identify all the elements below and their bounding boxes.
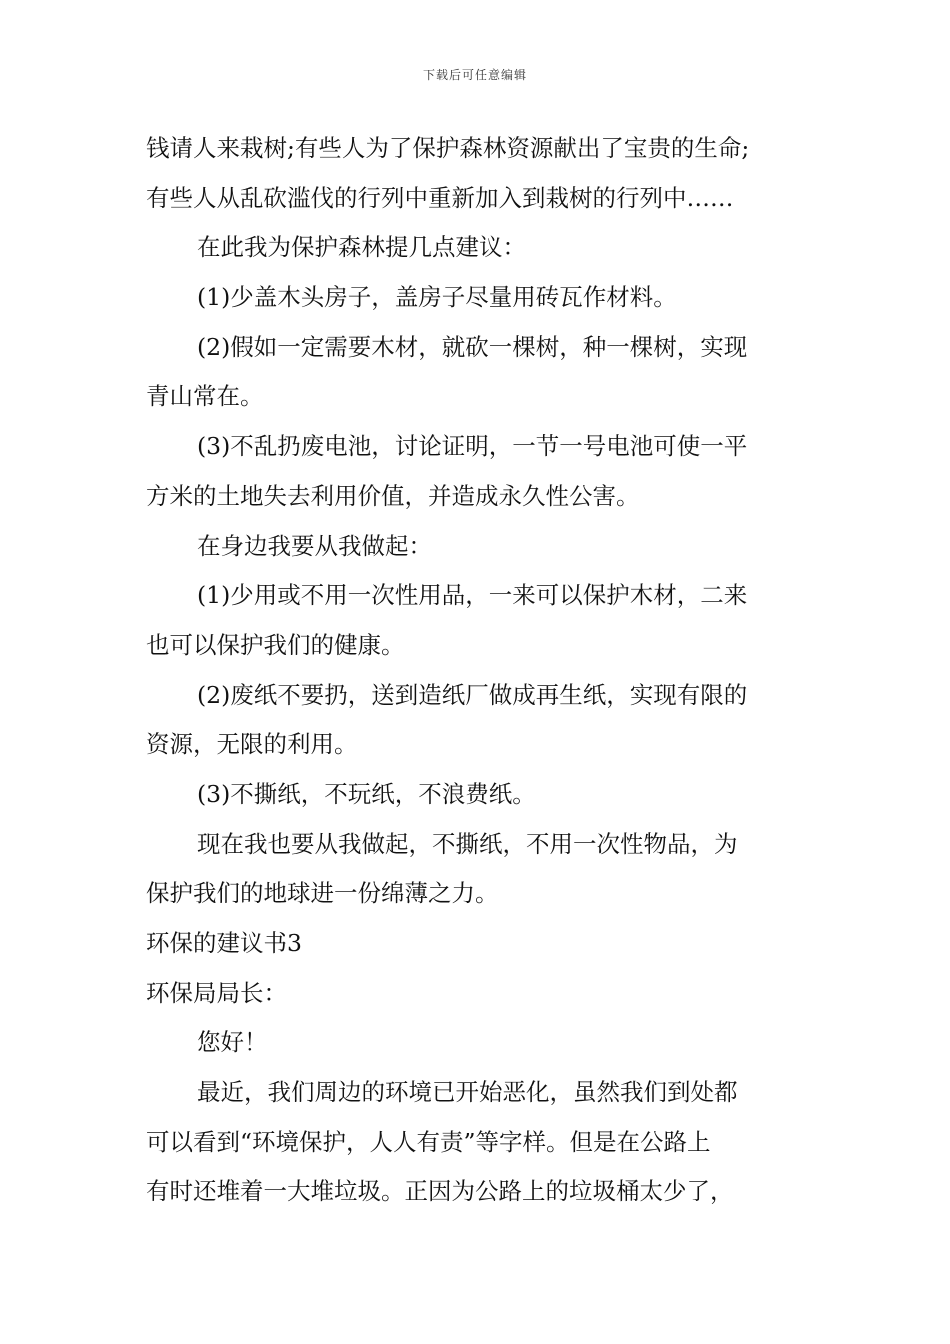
- text-line: 在身边我要从我做起：: [197, 531, 432, 560]
- text-line: 青山常在。: [146, 382, 264, 411]
- text-line: 资源，无限的利用。: [146, 730, 358, 759]
- text-line: 保护我们的地球进一份绵薄之力。: [146, 879, 499, 908]
- text-line: (2)假如一定需要木材，就砍一棵树，种一棵树，实现: [197, 332, 748, 361]
- greeting: 您好！: [197, 1028, 268, 1057]
- text-line: (1)少盖木头房子，盖房子尽量用砖瓦作材料。: [197, 283, 677, 312]
- text-line: (3)不撕纸，不玩纸，不浪费纸。: [197, 779, 536, 808]
- text-line: 在此我为保护森林提几点建议：: [197, 233, 526, 262]
- text-line: 可以看到“环境保护，人人有责”等字样。但是在公路上: [146, 1127, 711, 1156]
- text-line: 方米的土地失去利用价值，并造成永久性公害。: [146, 481, 640, 510]
- section-title: 环保的建议书3: [146, 929, 302, 957]
- text-line: (3)不乱扔废电池，讨论证明，一节一号电池可使一平: [197, 432, 748, 461]
- text-line: (1)少用或不用一次性用品，一来可以保护木材，二来: [197, 581, 748, 610]
- text-line: 有时还堆着一大堆垃圾。正因为公路上的垃圾桶太少了，: [146, 1177, 734, 1206]
- text-line: (2)废纸不要扔，送到造纸厂做成再生纸，实现有限的: [197, 680, 748, 709]
- text-line: 最近，我们周边的环境已开始恶化，虽然我们到处都: [197, 1078, 738, 1107]
- document-body: [146, 128, 816, 1221]
- salutation: 环保局局长：: [146, 978, 287, 1007]
- text-line: 钱请人来栽树;有些人为了保护森林资源献出了宝贵的生命;: [146, 134, 750, 162]
- text-line: 也可以保护我们的健康。: [146, 630, 405, 659]
- text-line: 现在我也要从我做起，不撕纸，不用一次性物品，为: [197, 829, 738, 858]
- page-header: 下载后可任意编辑: [422, 68, 527, 82]
- text-line: 有些人从乱砍滥伐的行列中重新加入到栽树的行列中……: [146, 183, 734, 212]
